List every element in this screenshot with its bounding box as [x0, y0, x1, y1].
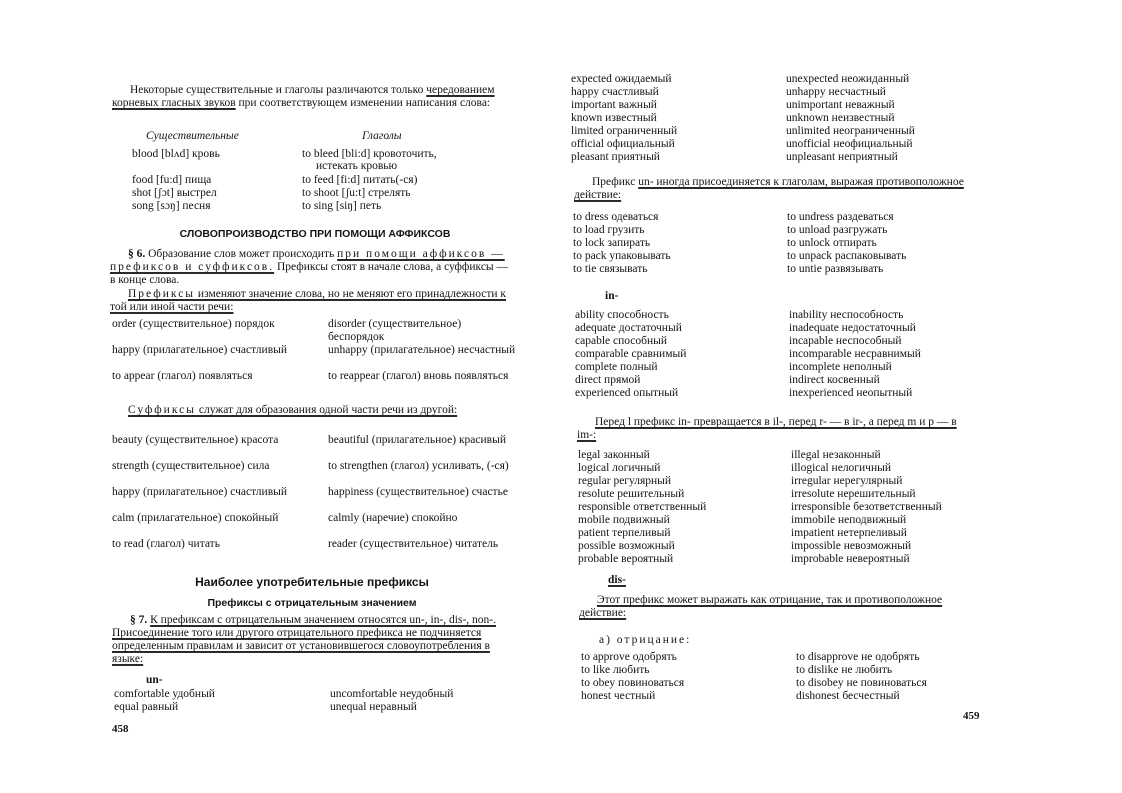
un-base-entry: expected ожидаемый — [571, 73, 672, 85]
in-base-entry: experienced опытный — [575, 387, 679, 399]
il-derived-entry: illegal незаконный — [791, 449, 881, 461]
page-number-left: 458 — [112, 723, 129, 735]
verb-entry: to feed [fi:d] питать(-ся) — [302, 174, 418, 186]
un-verbs-intro — [574, 176, 978, 202]
suffix-base-entry: to read (глагол) читать — [112, 538, 220, 550]
paragraph-6 — [110, 248, 514, 287]
un-derived-entry: unlimited неограниченный — [786, 125, 915, 137]
paragraph-6-number: § 6. — [128, 248, 146, 260]
verb-entry: to sing [siŋ] петь — [302, 200, 382, 212]
intro-paragraph — [112, 84, 512, 110]
dis-base-entry: to approve одобрять — [581, 651, 677, 663]
dis-intro — [579, 594, 979, 620]
in-derived-entry: indirect косвенный — [789, 374, 880, 386]
il-base-entry: resolute решительный — [578, 488, 685, 500]
un-base-entry: important важный — [571, 99, 657, 111]
suffix-derived-entry: reader (существительное) читатель — [328, 538, 499, 550]
in-base-entry: complete полный — [575, 361, 658, 373]
un-derived-entry: unknown неизвестный — [786, 112, 895, 124]
il-base-entry: responsible ответственный — [578, 501, 707, 513]
un-derived-entry: unpleasant неприятный — [786, 151, 898, 163]
in-base-entry: ability способность — [575, 309, 669, 321]
in-derived-entry: inexperienced неопытный — [789, 387, 913, 399]
suffix-base-entry: calm (прилагательное) спокойный — [112, 512, 279, 524]
prefix-word: Префиксы — [128, 288, 196, 300]
dis-derived-entry: dishonest бесчестный — [796, 690, 900, 702]
dis-label: dis- — [608, 574, 626, 586]
suffix-base-entry: happy (прилагательное) счастливый — [112, 486, 288, 498]
il-derived-entry: irresponsible безответственный — [791, 501, 942, 513]
prefix-derived-entry: unhappy (прилагательное) несчастный — [328, 344, 516, 356]
verb-entry: to shoot [ʃu:t] стрелять — [302, 187, 411, 199]
un-verb-derived: to undress раздеваться — [787, 211, 894, 223]
page-number-right: 459 — [963, 710, 980, 722]
noun-entry: blood [blʌd] кровь — [132, 148, 220, 160]
il-base-entry: mobile подвижный — [578, 514, 670, 526]
il-base-entry: regular регулярный — [578, 475, 672, 487]
subheading-negative-prefixes: Префиксы с отрицательным значением — [207, 597, 417, 609]
il-derived-entry: illogical нелогичный — [791, 462, 891, 474]
un-label: un- — [146, 674, 163, 686]
in-derived-entry: incomparable несравнимый — [789, 348, 921, 360]
heading-common-prefixes: Наиболее употребительные префиксы — [195, 575, 429, 589]
intro-underlined: чередованием корневых гласных звуков — [112, 84, 495, 109]
noun-entry: food [fu:d] пища — [132, 174, 212, 186]
suffix-derived-entry: calmly (наречие) спокойно — [328, 512, 458, 524]
dis-derived-entry: to disapprove не одобрять — [796, 651, 920, 663]
un-base-entry: comfortable удобный — [114, 688, 215, 700]
un-derived-entry: unexpected неожиданный — [786, 73, 910, 85]
prefix-derived-entry: to reappear (глагол) вновь появляться — [328, 370, 509, 382]
un-derived-entry: unhappy несчастный — [786, 86, 886, 98]
in-base-entry: direct прямой — [575, 374, 641, 386]
il-base-entry: possible возможный — [578, 540, 675, 552]
noun-entry: song [sɔŋ] песня — [132, 200, 211, 212]
il-base-entry: probable вероятный — [578, 553, 674, 565]
un-base-entry: official официальный — [571, 138, 675, 150]
suffix-word: Суффиксы — [128, 404, 196, 416]
noun-entry: shot [ʃɔt] выстрел — [132, 187, 217, 199]
dis-subheading: а) отрицание: — [599, 634, 692, 646]
in-derived-entry: incomplete неполный — [789, 361, 892, 373]
un-derived-entry: unimportant неважный — [786, 99, 895, 111]
verb-entry-continuation: истекать кровью — [316, 160, 398, 172]
suffix-derived-entry: to strengthen (глагол) усиливать, (-ся) — [328, 460, 509, 472]
un-verb-base: to tie связывать — [573, 263, 648, 275]
il-derived-entry: irregular нерегулярный — [791, 475, 903, 487]
il-derived-entry: impatient нетерпеливый — [791, 527, 907, 539]
il-derived-entry: irresolute нерешительный — [791, 488, 916, 500]
prefix-base-entry: happy (прилагательное) счастливый — [112, 344, 288, 356]
in-derived-entry: inability неспособность — [789, 309, 904, 321]
suffix-base-entry: strength (существительное) сила — [112, 460, 270, 472]
prefix-intro-rest: изменяют значение слова, но не меняют его принадлежности к той или иной части речи: — [110, 288, 506, 313]
suffix-derived-entry: beautiful (прилагательное) красивый — [328, 434, 506, 446]
intro-text-end: при соответствующем изменении написания слова: — [235, 97, 491, 109]
un-base-entry: pleasant приятный — [571, 151, 660, 163]
paragraph-7-underlined: К префиксам с отрицательным значением относятся un-, in-, dis-, non-. Присоединение того или другого отрицательного префикса не подчиняется определенным правилам и зависит от установившегося словоупотребления в языке: — [112, 614, 496, 665]
in-change-underlined: Перед l префикс in- превращается в il-, перед r- — в ir-, а перед m и p — в im-: — [577, 416, 957, 441]
paragraph-6-end: Префиксы стоят в начале слова, а суффиксы — в конце слова. — [110, 261, 509, 286]
paragraph-6-text: Образование слов может происходить — [145, 248, 338, 260]
un-derived-entry: unofficial неофициальный — [786, 138, 913, 150]
in-base-entry: capable способный — [575, 335, 668, 347]
il-derived-entry: impossible невозможный — [791, 540, 912, 552]
un-verb-derived: to unload разгружать — [787, 224, 888, 236]
suffix-derived-entry: happiness (существительное) счастье — [328, 486, 508, 498]
suffix-intro-rest: служат для образования одной части речи из другой: — [195, 404, 458, 416]
il-derived-entry: improbable невероятный — [791, 553, 910, 565]
un-base-entry: limited ограниченный — [571, 125, 678, 137]
paragraph-7 — [112, 614, 518, 666]
prefix-base-entry: to appear (глагол) появляться — [112, 370, 253, 382]
un-verb-base: to pack упаковывать — [573, 250, 671, 262]
dis-base-entry: to like любить — [581, 664, 650, 676]
prefix-intro — [110, 288, 514, 314]
il-base-entry: legal законный — [578, 449, 650, 461]
dis-base-entry: to obey повиноваться — [581, 677, 685, 689]
in-base-entry: adequate достаточный — [575, 322, 682, 334]
paragraph-7-number: § 7. — [130, 614, 148, 626]
un-verbs-intro-underlined: un- иногда присоединяется к глаголам, выражая противоположное действие: — [574, 176, 964, 201]
dis-derived-entry: to dislike не любить — [796, 664, 893, 676]
un-verb-derived: to unlock отпирать — [787, 237, 877, 249]
intro-text: Некоторые существительные и глаголы различаются только — [130, 84, 427, 96]
verb-entry: to bleed [bli:d] кровоточить, — [302, 148, 437, 160]
dis-intro-underlined: Этот префикс может выражать как отрицание, так и противоположное действие: — [579, 594, 943, 619]
un-verb-derived: to unpack распаковывать — [787, 250, 907, 262]
un-base-entry: equal равный — [114, 701, 179, 713]
il-derived-entry: immobile неподвижный — [791, 514, 907, 526]
un-derived-entry: unequal неравный — [330, 701, 417, 713]
un-verb-base: to dress одеваться — [573, 211, 659, 223]
prefix-derived-entry: disorder (существительное) беспорядок — [328, 318, 462, 343]
nouns-heading: Существительные — [146, 130, 239, 142]
in-change-rule — [577, 416, 975, 442]
un-verb-base: to load грузить — [573, 224, 645, 236]
dis-base-entry: honest честный — [581, 690, 656, 702]
dis-derived-entry: to disobey не повиноваться — [796, 677, 927, 689]
section-title: СЛОВОПРОИЗВОДСТВО ПРИ ПОМОЩИ АФФИКСОВ — [179, 228, 451, 240]
un-base-entry: known известный — [571, 112, 657, 124]
in-base-entry: comparable сравнимый — [575, 348, 687, 360]
un-base-entry: happy счастливый — [571, 86, 659, 98]
in-derived-entry: inadequate недостаточный — [789, 322, 916, 334]
paragraph-6-underlined: при помощи аффиксов — префиксов и суффиксов. — [110, 248, 505, 273]
suffix-base-entry: beauty (существительное) красота — [112, 434, 279, 446]
il-base-entry: patient терпеливый — [578, 527, 671, 539]
right-page — [561, 0, 1122, 793]
in-label: in- — [605, 290, 619, 302]
suffix-intro — [110, 404, 518, 417]
un-verb-base: to lock запирать — [573, 237, 651, 249]
prefix-base-entry: order (существительное) порядок — [112, 318, 275, 330]
il-base-entry: logical логичный — [578, 462, 661, 474]
verbs-heading: Глаголы — [362, 130, 402, 142]
un-verb-derived: to untie развязывать — [787, 263, 884, 275]
un-derived-entry: uncomfortable неудобный — [330, 688, 454, 700]
un-verbs-intro-text: Префикс — [592, 176, 639, 188]
in-derived-entry: incapable неспособный — [789, 335, 902, 347]
